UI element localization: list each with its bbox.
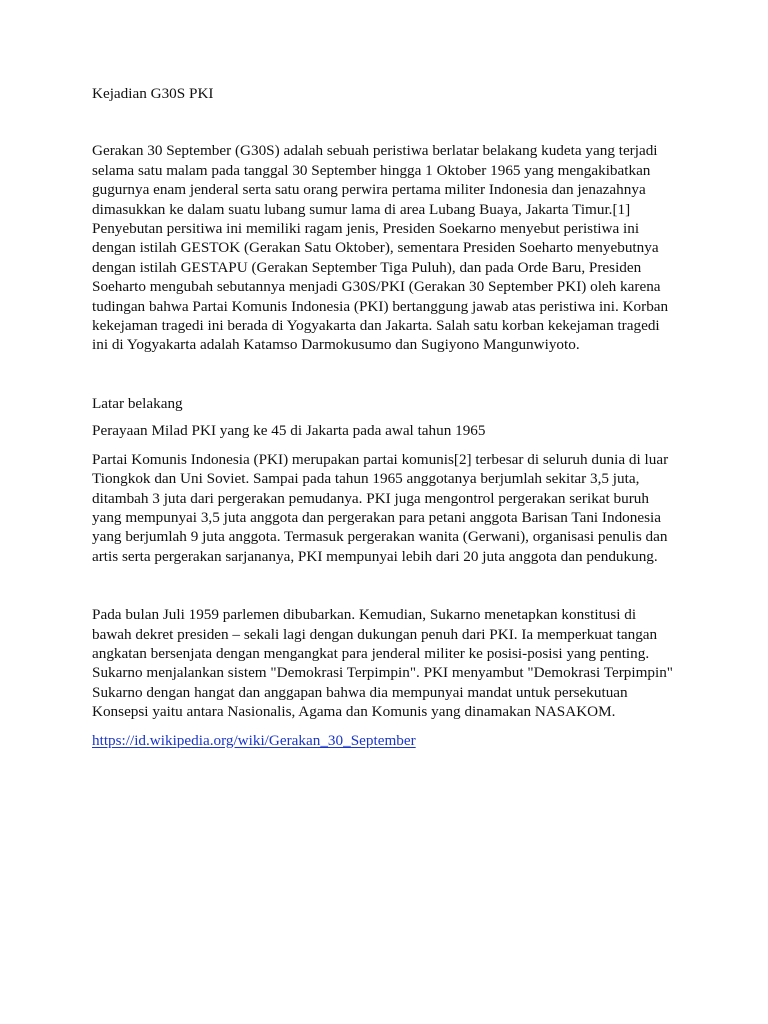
document-page xyxy=(92,84,678,750)
paragraph-demokrasi-terpimpin: Pada bulan Juli 1959 parlemen dibubarkan. Kemudian, Sukarno menetapkan konstitusi di bawah dekret presiden – sekali lagi dengan dukungan penuh dari PKI. Ia memperkuat tangan angkatan bersenjata dengan mengangkat para jenderal militer ke posisi-posisi yang penting. Sukarno menjalankan sistem "Demokrasi Terpimpin". PKI menyambut "Demokrasi Terpimpin" Sukarno dengan hangat dan anggapan bahwa dia mempunyai mandat untuk persekutuan Konsepsi yaitu antara Nasionalis, Agama dan Komunis yang dinamakan NASAKOM. xyxy=(92,606,673,721)
image-caption: Perayaan Milad PKI yang ke 45 di Jakarta pada awal tahun 1965 xyxy=(92,422,486,440)
document-title: Kejadian G30S PKI xyxy=(92,85,214,102)
source-link[interactable]: https://id.wikipedia.org/wiki/Gerakan_30_September xyxy=(92,731,416,749)
paragraph-intro: Gerakan 30 September (G30S) adalah sebuah peristiwa berlatar belakang kudeta yang terjadi selama satu malam pada tanggal 30 September hingga 1 Oktober 1965 yang mengakibatkan gugurnya enam jenderal serta satu orang perwira pertama militer Indonesia dan jenazahnya dimasukkan ke dalam suatu lubang sumur lama di area Lubang Buaya, Jakarta Timur.[1] Penyebutan persitiwa ini memiliki ragam jenis, Presiden Soekarno menyebut peristiwa ini dengan istilah GESTOK (Gerakan Satu Oktober), sementara Presiden Soeharto menyebutnya dengan istilah GESTAPU (Gerakan September Tiga Puluh), dan pada Orde Baru, Presiden Soeharto mengubah sebutannya menjadi G30S/PKI (Gerakan 30 September PKI) oleh karena tudingan bahwa Partai Komunis Indonesia (PKI) bertanggung jawab atas peristiwa ini. Korban kekejaman tragedi ini berada di Yogyakarta dan Jakarta. Salah satu korban kekejaman tragedi ini di Yogyakarta adalah Katamso Darmokusumo dan Sugiyono Mangunwiyoto. xyxy=(92,142,669,354)
section-heading-latar-belakang: Latar belakang xyxy=(92,394,183,412)
paragraph-pki: Partai Komunis Indonesia (PKI) merupakan partai komunis[2] terbesar di seluruh dunia di luar Tiongkok dan Uni Soviet. Sampai pada tahun 1965 anggotanya berjumlah sekitar 3,5 juta, ditambah 3 juta dari pergerakan pemudanya. PKI juga mengontrol pergerakan serikat buruh yang mempunyai 3,5 juta anggota dan pergerakan para petani anggota Barisan Tani Indonesia yang berjumlah 9 juta anggota. Termasuk pergerakan wanita (Gerwani), organisasi penulis dan artis serta pergerakan sarjananya, PKI mempunyai lebih dari 20 juta anggota dan pendukung. xyxy=(92,450,669,565)
